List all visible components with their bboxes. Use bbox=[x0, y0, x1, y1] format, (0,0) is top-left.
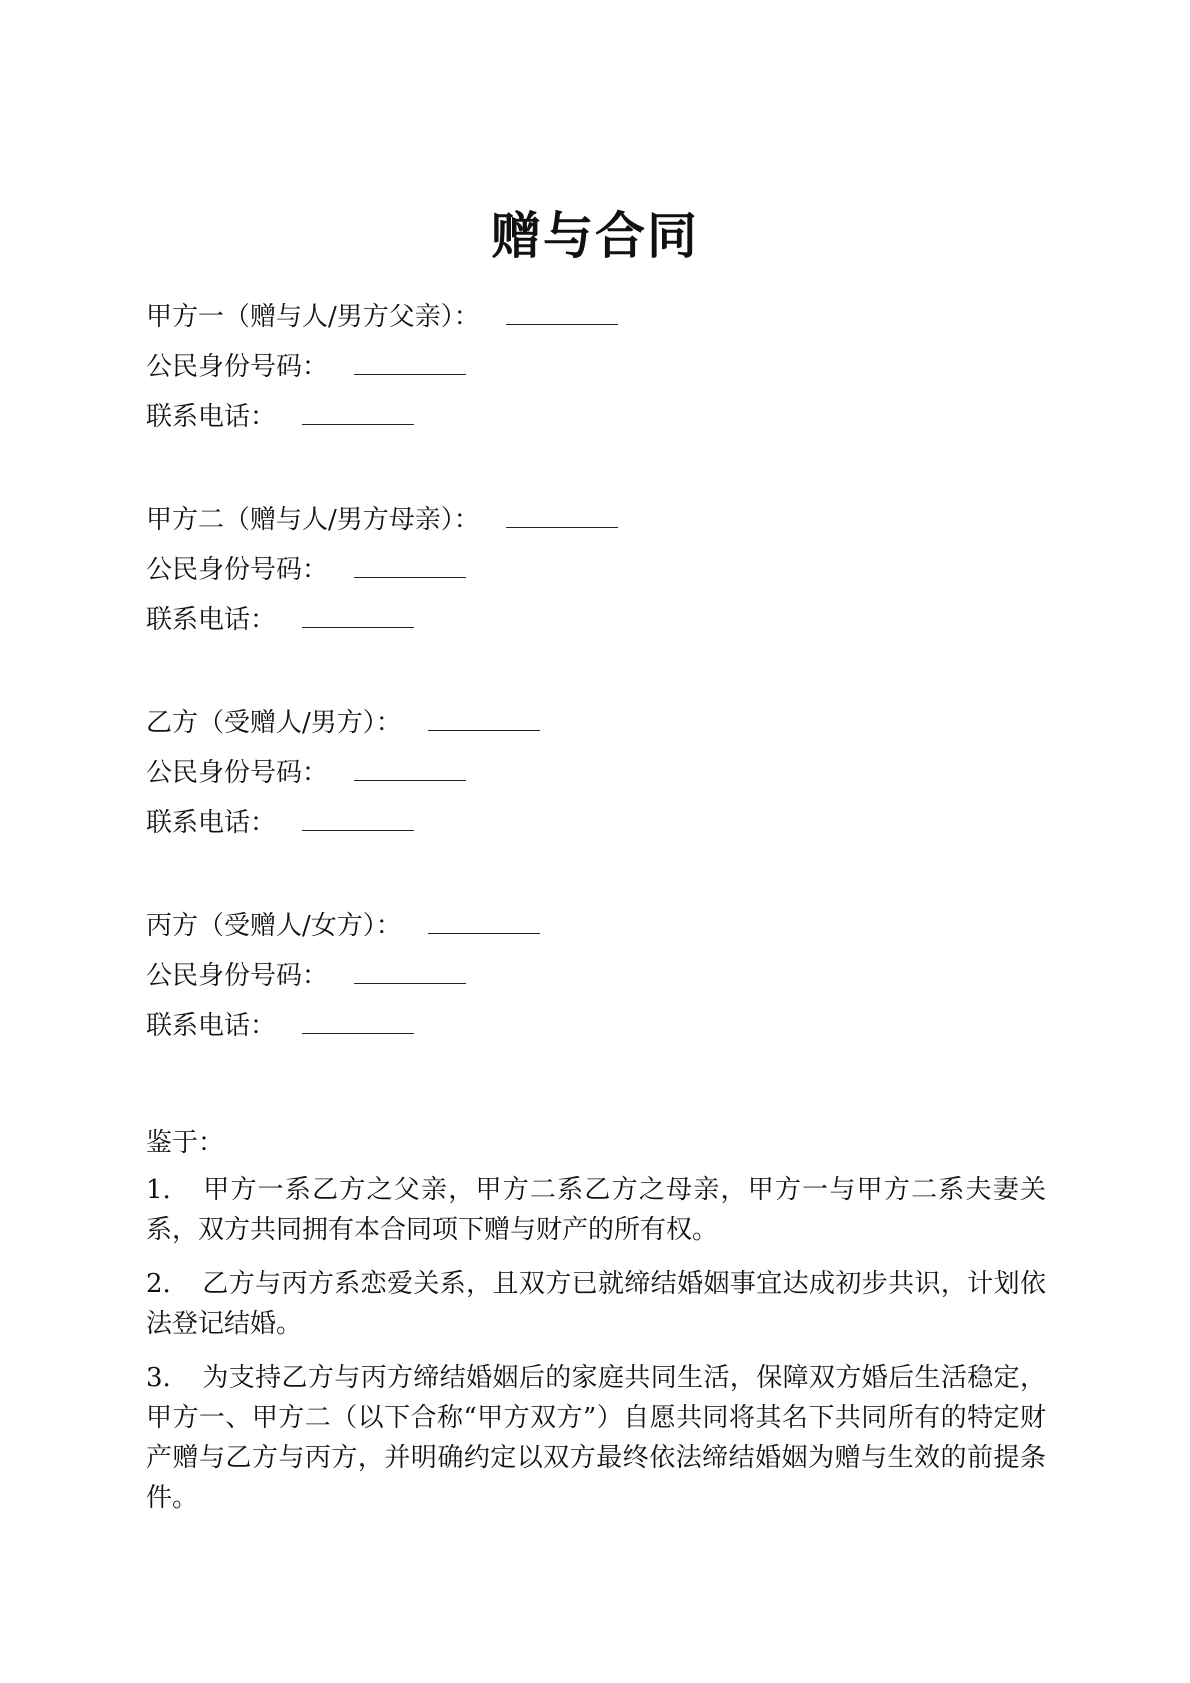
id-number-blank-field[interactable] bbox=[354, 559, 466, 578]
name-blank-field[interactable] bbox=[428, 712, 540, 731]
party-id-line bbox=[146, 545, 1046, 595]
party-name-label: 乙方（受赠人/男方）： bbox=[146, 708, 402, 738]
party-block-groom bbox=[146, 698, 1046, 848]
phone-blank-field[interactable] bbox=[302, 812, 414, 831]
whereas-clauses bbox=[146, 1170, 1046, 1532]
clause-text: 甲方一系乙方之父亲，甲方二系乙方之母亲，甲方一与甲方二系夫妻关系，双方共同拥有本合同项下赠与财产的所有权。 bbox=[146, 1175, 1046, 1245]
party-block-father bbox=[146, 292, 1046, 442]
name-blank-field[interactable] bbox=[428, 915, 540, 934]
party-phone-line bbox=[146, 595, 1046, 645]
party-block-bride bbox=[146, 901, 1046, 1051]
id-number-label: 公民身份号码： bbox=[146, 555, 329, 585]
id-number-blank-field[interactable] bbox=[354, 762, 466, 781]
phone-blank-field[interactable] bbox=[302, 406, 414, 425]
clause-2 bbox=[146, 1264, 1046, 1344]
name-blank-field[interactable] bbox=[506, 306, 618, 325]
party-name-label: 甲方二（赠与人/男方母亲）： bbox=[146, 505, 480, 535]
party-name-line bbox=[146, 698, 1046, 748]
clause-text: 乙方与丙方系恋爱关系，且双方已就缔结婚姻事宜达成初步共识，计划依法登记结婚。 bbox=[146, 1269, 1046, 1339]
clause-1 bbox=[146, 1170, 1046, 1250]
party-name-line bbox=[146, 495, 1046, 545]
clause-number: 2. bbox=[146, 1269, 171, 1299]
party-phone-line bbox=[146, 392, 1046, 442]
party-phone-line bbox=[146, 798, 1046, 848]
party-phone-line bbox=[146, 1001, 1046, 1051]
party-block-mother bbox=[146, 495, 1046, 645]
phone-blank-field[interactable] bbox=[302, 609, 414, 628]
phone-label: 联系电话： bbox=[146, 1011, 277, 1041]
document-title: 赠与合同 bbox=[491, 207, 699, 265]
phone-label: 联系电话： bbox=[146, 605, 277, 635]
phone-label: 联系电话： bbox=[146, 808, 277, 838]
whereas-heading: 鉴于： bbox=[146, 1128, 225, 1158]
phone-blank-field[interactable] bbox=[302, 1015, 414, 1034]
id-number-blank-field[interactable] bbox=[354, 965, 466, 984]
id-number-label: 公民身份号码： bbox=[146, 352, 329, 382]
clause-3 bbox=[146, 1358, 1046, 1518]
name-blank-field[interactable] bbox=[506, 509, 618, 528]
clause-number: 1. bbox=[146, 1175, 171, 1205]
id-number-label: 公民身份号码： bbox=[146, 961, 329, 991]
clause-number: 3. bbox=[146, 1363, 171, 1393]
party-name-line bbox=[146, 901, 1046, 951]
id-number-blank-field[interactable] bbox=[354, 356, 466, 375]
id-number-label: 公民身份号码： bbox=[146, 758, 329, 788]
party-name-line bbox=[146, 292, 1046, 342]
party-id-line bbox=[146, 951, 1046, 1001]
party-name-label: 丙方（受赠人/女方）： bbox=[146, 911, 402, 941]
clause-text: 为支持乙方与丙方缔结婚姻后的家庭共同生活，保障双方婚后生活稳定，甲方一、甲方二（以下合称“甲方双方”）自愿共同将其名下共同所有的特定财产赠与乙方与丙方，并明确约定以双方最终依法缔结婚姻为赠与生效的前提条件。 bbox=[146, 1363, 1046, 1513]
party-id-line bbox=[146, 342, 1046, 392]
phone-label: 联系电话： bbox=[146, 402, 277, 432]
party-name-label: 甲方一（赠与人/男方父亲）： bbox=[146, 302, 480, 332]
party-id-line bbox=[146, 748, 1046, 798]
